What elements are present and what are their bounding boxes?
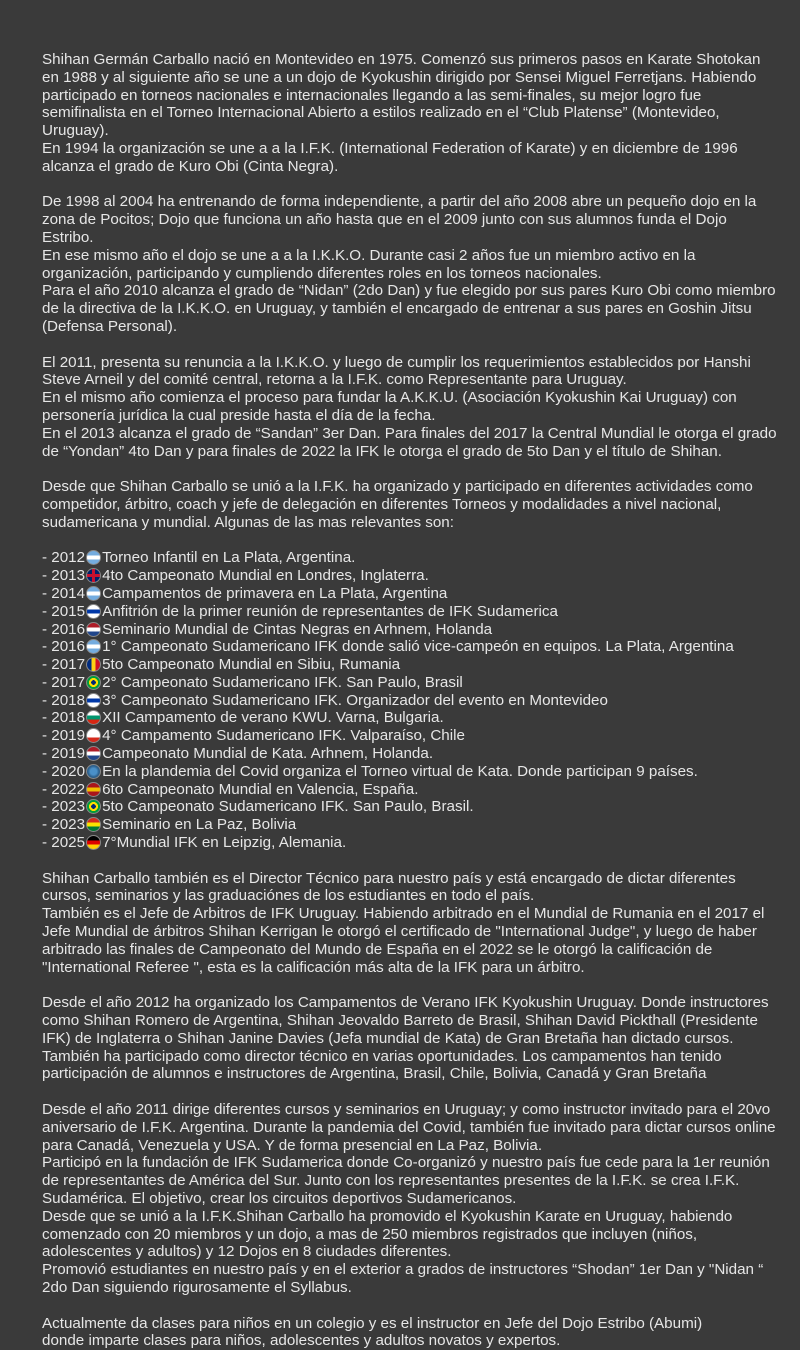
- bio-paragraph: [42, 478, 780, 531]
- paragraph-line: Desde el año 2011 dirige diferentes cursos y seminarios en Uruguay; y como instructor invitado para el 20vo aniversario de I.F.K. Argentina. Durante la pandemia del Covid, también fue invitado para dictar cursos online para Canadá, Venezuela y USA. Y de forma presencial en La Paz, Bolivia.: [42, 1101, 780, 1154]
- netherlands-flag-icon: [86, 622, 101, 637]
- event-description: 7°Mundial IFK en Leipzig, Alemania.: [102, 834, 347, 852]
- events-list: [42, 549, 780, 852]
- event-year: - 2017: [42, 656, 86, 674]
- paragraph-line: También es el Jefe de Arbitros de IFK Uruguay. Habiendo arbitrado en el Mundial de Rumania en el 2017 el Jefe Mundial de árbitros Shihan Kerrigan le otorgó el certificado de "International Judge", y luego de haber arbitrado las finales de Campeonato del Mundo de España en el 2022 se le otorgó la calificación de "International Referee ", esta es la calificación más alta de la IFK para un árbitro.: [42, 905, 769, 976]
- paragraph-line: Para el año 2010 alcanza el grado de “Nidan” (2do Dan) y fue elegido por sus pares Kuro Obi como miembro de la directiva de la I.K.K.O. en Uruguay, y también el encargado de entrenar a sus pares en Goshin Jitsu (Defensa Personal).: [42, 282, 780, 335]
- netherlands-flag-icon: [86, 746, 101, 761]
- event-item: [42, 692, 780, 710]
- paragraph-line: En el 2013 alcanza el grado de “Sandan” 3er Dan. Para finales del 2017 la Central Mundial le otorga el grado de “Yondan” 4to Dan y para finales de 2022 la IFK le otorga el grado de 5to Dan y el título de Shihan.: [42, 424, 781, 460]
- event-item: [42, 798, 780, 816]
- event-item: [42, 585, 780, 603]
- event-description: 1° Campeonato Sudamericano IFK donde salió vice-campeón en equipos. La Plata, Argentina: [102, 638, 734, 656]
- paragraph-line: Shihan Carballo también es el Director Técnico para nuestro país y está encargado de dictar diferentes cursos, seminarios y las graduaciónes de los estudiantes en todo el país.: [42, 869, 740, 905]
- event-description: Campeonato Mundial de Kata. Arhnem, Holanda.: [102, 745, 434, 763]
- event-year: - 2018: [42, 691, 86, 709]
- event-year: - 2022: [42, 780, 86, 798]
- event-description: Anfitrión de la primer reunión de representantes de IFK Sudamerica: [102, 602, 558, 620]
- event-item: [42, 763, 780, 781]
- event-year: - 2025: [42, 834, 86, 852]
- event-description: Campamentos de primavera en La Plata, Argentina: [102, 584, 448, 602]
- event-description: 6to Campeonato Mundial en Valencia, España.: [102, 780, 419, 798]
- event-item: [42, 834, 780, 852]
- brazil-flag-icon: [86, 799, 101, 814]
- paragraph-line: También ha participado como director técnico en varias oportunidades. Los campamentos han tenido participación de alumnos e instructores de Argentina, Brasil, Chile, Bolivia, Canadá y Gran Bretaña: [42, 1047, 726, 1083]
- event-description: XII Campamento de verano KWU. Varna, Bulgaria.: [102, 709, 444, 727]
- paragraph-line: Participó en la fundación de IFK Sudamerica donde Co-organizó y nuestro país fue cede para la 1er reunión de representantes de América del Sur. Junto con los representantes presentes de la I.F.K. se crea I.F.K. Sudamérica. El objetivo, crear los circuitos deportivos Sudamericanos.: [42, 1154, 774, 1207]
- event-year: - 2012: [42, 549, 86, 567]
- event-description: 5to Campeonato Mundial en Sibiu, Rumania: [102, 656, 401, 674]
- event-year: - 2015: [42, 602, 86, 620]
- event-item: [42, 549, 780, 567]
- bio-paragraph: [42, 1315, 780, 1350]
- bio-paragraph: [42, 193, 780, 335]
- event-item: [42, 745, 780, 763]
- event-item: [42, 656, 780, 674]
- paragraph-line: Shihan Germán Carballo nació en Montevideo en 1975. Comenzó sus primeros pasos en Karate Shotokan en 1988 y al siguiente año se une a un dojo de Kyokushin dirigido por Sensei Miguel Ferretjans. Habiendo participado en torneos nacionales e internacionales llegando a las semi-finales, su mejor logro fue semifinalista en el Torneo Internacional Abierto a estilos realizado en el “Club Platense” (Montevideo, Uruguay).: [42, 51, 765, 140]
- event-year: - 2020: [42, 762, 86, 780]
- globe-flag-icon: [86, 764, 101, 779]
- brazil-flag-icon: [86, 675, 101, 690]
- event-year: - 2017: [42, 673, 86, 691]
- event-description: Seminario Mundial de Cintas Negras en Arhnem, Holanda: [102, 620, 493, 638]
- event-year: - 2019: [42, 727, 86, 745]
- event-item: [42, 621, 780, 639]
- event-item: [42, 709, 780, 727]
- bio-paragraph: [42, 1101, 780, 1297]
- paragraph-line: donde imparte clases para niños, adolescentes y adultos novatos y expertos.: [42, 1332, 561, 1350]
- united-kingdom-flag-icon: [86, 568, 101, 583]
- event-description: 2° Campeonato Sudamericano IFK. San Paulo, Brasil: [102, 673, 463, 691]
- bolivia-flag-icon: [86, 817, 101, 832]
- event-description: 4° Campamento Sudamericano IFK. Valparaíso, Chile: [102, 727, 465, 745]
- paragraph-line: De 1998 al 2004 ha entrenando de forma independiente, a partir del año 2008 abre un pequeño dojo en la zona de Pocitos; Dojo que funciona un año hasta que en el 2009 junto con sus alumnos funda el Dojo Estribo.: [42, 193, 765, 246]
- uruguay-flag-icon: [86, 693, 101, 708]
- event-item: [42, 727, 780, 745]
- event-year: - 2018: [42, 709, 86, 727]
- paragraph-line: En ese mismo año el dojo se une a a la I.K.K.O. Durante casi 2 años fue un miembro activo en la organización, participando y cumpliendo diferentes roles en los torneos nacionales.: [42, 246, 700, 282]
- event-item: [42, 603, 780, 621]
- argentina-flag-icon: [86, 586, 101, 601]
- biography-details: [42, 870, 780, 1350]
- bio-paragraph: [42, 51, 780, 176]
- chile-flag-icon: [86, 728, 101, 743]
- paragraph-line: En 1994 la organización se une a a la I.F.K. (International Federation of Karate) y en diciembre de 1996 alcanza el grado de Kuro Obi (Cinta Negra).: [42, 139, 742, 175]
- event-description: 4to Campeonato Mundial en Londres, Inglaterra.: [102, 567, 429, 585]
- biography-intro: [42, 51, 780, 532]
- event-description: En la plandemia del Covid organiza el Torneo virtual de Kata. Donde participan 9 países.: [102, 762, 698, 780]
- argentina-flag-icon: [86, 550, 101, 565]
- bio-paragraph: [42, 994, 780, 1083]
- event-description: 3° Campeonato Sudamericano IFK. Organizador del evento en Montevideo: [102, 691, 608, 709]
- event-item: [42, 638, 780, 656]
- event-year: - 2016: [42, 620, 86, 638]
- bio-paragraph: [42, 354, 780, 461]
- paragraph-line: Promovió estudiantes en nuestro país y en el exterior a grados de instructores “Shodan” 1er Dan y "Nidan “ 2do Dan siguiendo rigurosamente el Syllabus.: [42, 1261, 768, 1296]
- event-description: Torneo Infantil en La Plata, Argentina.: [102, 549, 356, 567]
- event-description: Seminario en La Paz, Bolivia: [102, 816, 297, 834]
- paragraph-line: Actualmente da clases para niños en un colegio y es el instructor en Jefe del Dojo Estribo (Abumi): [42, 1314, 703, 1332]
- paragraph-line: Desde que se unió a la I.F.K.Shihan Carballo ha promovido el Kyokushin Karate en Uruguay, habiendo comenzado con 20 miembros y un dojo, a mas de 250 miembros registrados que incluyen (niños, adolescentes y adultos) y 12 Dojos en 8 ciudades diferentes.: [42, 1207, 737, 1261]
- event-year: - 2023: [42, 798, 86, 816]
- event-item: [42, 674, 780, 692]
- event-year: - 2023: [42, 816, 86, 834]
- romania-flag-icon: [86, 657, 101, 672]
- spain-flag-icon: [86, 782, 101, 797]
- paragraph-line: Desde que Shihan Carballo se unió a la I.F.K. ha organizado y participado en diferentes actividades como competidor, árbitro, coach y jefe de delegación en diferentes Torneos y modalidades a nivel nacional, sudamericana y mundial. Algunas de las mas relevantes son:: [42, 478, 758, 531]
- bulgaria-flag-icon: [86, 710, 101, 725]
- paragraph-line: En el mismo año comienza el proceso para fundar la A.K.K.U. (Asociación Kyokushin Kai Uruguay) con personería jurídica la cual preside hasta el día de la fecha.: [42, 389, 741, 424]
- event-year: - 2013: [42, 567, 86, 585]
- event-item: [42, 816, 780, 834]
- event-item: [42, 781, 780, 799]
- event-item: [42, 567, 780, 585]
- paragraph-line: Desde el año 2012 ha organizado los Campamentos de Verano IFK Kyokushin Uruguay. Donde instructores como Shihan Romero de Argentina, Shihan Jeovaldo Barreto de Brasil, Shihan David Pickthall (Presidente IFK) de Inglaterra o Shihan Janine Davies (Jefa mundial de Kata) de Gran Bretaña han dictado cursos.: [42, 994, 773, 1047]
- germany-flag-icon: [86, 835, 101, 850]
- paragraph-line: El 2011, presenta su renuncia a la I.K.K.O. y luego de cumplir los requerimientos establecidos por Hanshi Steve Arneil y del comité central, retorna a la I.F.K. como Representante para Uruguay.: [42, 353, 756, 389]
- event-year: - 2019: [42, 745, 86, 763]
- event-description: 5to Campeonato Sudamericano IFK. San Paulo, Brasil.: [102, 798, 474, 816]
- event-year: - 2014: [42, 584, 86, 602]
- uruguay-flag-icon: [86, 604, 101, 619]
- event-year: - 2016: [42, 638, 86, 656]
- bio-paragraph: [42, 870, 780, 977]
- argentina-flag-icon: [86, 639, 101, 654]
